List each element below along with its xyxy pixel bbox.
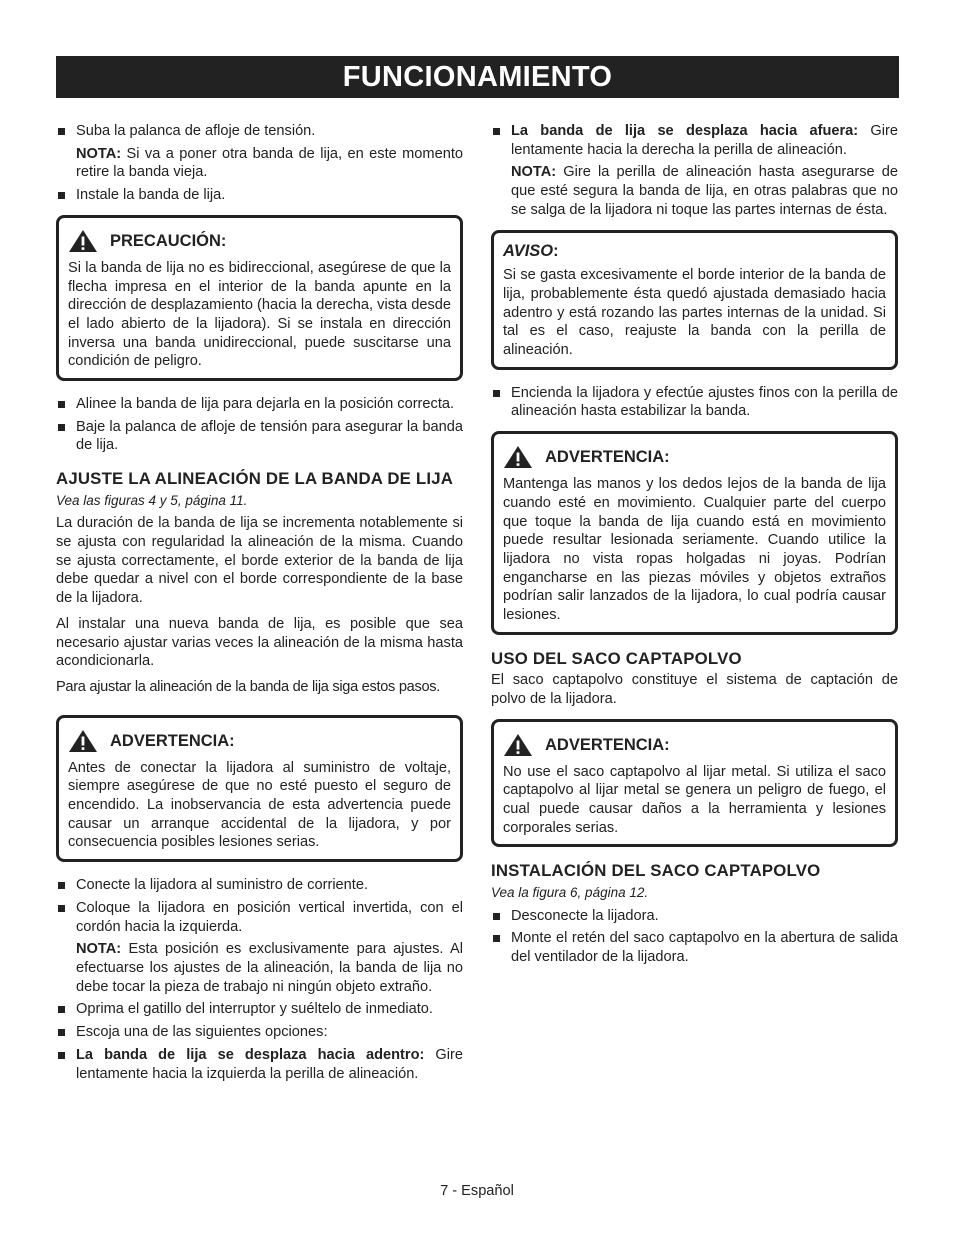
note (56, 145, 463, 182)
section-heading: AJUSTE LA ALINEACIÓN DE LA BANDA DE LIJA (56, 469, 454, 489)
note-label: NOTA: (76, 145, 122, 162)
caution-title: PRECAUCIÓN: (110, 231, 227, 250)
left-column (56, 120, 463, 1087)
paragraph: El saco captapolvo constituye el sistema de captación de polvo de la lijadora. (491, 672, 898, 707)
section-heading: INSTALACIÓN DEL SACO CAPTAPOLVO (491, 861, 821, 881)
list-item (56, 1046, 463, 1083)
warning-heading (503, 733, 886, 757)
warning-triangle-icon (68, 729, 98, 753)
page-number: 7 - Español (440, 1183, 514, 1199)
list-item: Desconecte la lijadora. (491, 907, 898, 926)
note-label: NOTA: (511, 164, 557, 181)
warning-box (491, 431, 898, 635)
warning-heading (503, 445, 886, 469)
list-item: Monte el retén del saco captapolvo en la abertura de salida del ventilador de la lijadora. (491, 929, 898, 966)
paragraph: Para ajustar la alineación de la banda de lija siga estos pasos. (56, 678, 441, 695)
notice-colon: : (553, 241, 559, 260)
warning-box (56, 715, 463, 863)
list-item: Baje la palanca de afloje de tensión para asegurar la banda de lija. (56, 418, 463, 455)
list-item: Escoja una de las siguientes opciones: (56, 1023, 463, 1042)
caution-heading (68, 229, 451, 253)
note (491, 163, 898, 219)
list-item (491, 122, 898, 159)
paragraph: Al instalar una nueva banda de lija, es posible que sea necesario ajustar varias veces la alineación de la misma hasta acondicionarla. (56, 615, 463, 670)
list-item: Oprima el gatillo del interruptor y suéltelo de inmediato. (56, 1000, 463, 1019)
figure-reference: Vea la figura 6, página 12. (491, 884, 649, 900)
list-item: Conecte la lijadora al suministro de corriente. (56, 876, 463, 895)
warning-title: ADVERTENCIA: (110, 731, 235, 750)
figure-reference: Vea las figuras 4 y 5, página 11. (56, 492, 248, 508)
note-label: NOTA: (76, 941, 122, 958)
option-text: Gire lentamente hacia la izquierda la perilla de alineación. (76, 1046, 463, 1082)
list-item: Instale la banda de lija. (56, 186, 463, 205)
option-label: La banda de lija se desplaza hacia afuera: (511, 123, 859, 139)
note-text: Esta posición es exclusivamente para ajustes. Al efectuarse los ajustes de la alineación, la banda de lija no debe tocar la pieza de trabajo ni ningún objeto extraño. (76, 941, 463, 995)
warning-box (491, 719, 898, 848)
paragraph: La duración de la banda de lija se incrementa notablemente si se ajusta con regularidad la alineación de la misma. Cuando se ajusta correctamente, el borde exterior de la banda de lija debe quedar a nivel con el borde correspondiente de la base de la lijadora. (56, 515, 463, 607)
warning-text: Antes de conectar la lijadora al suministro de voltaje, siempre asegúrese de que no esté puesto el seguro de encendido. La inobservancia de esta advertencia puede causar un arranque accidental de la lijadora, y por consecuencia posibles lesiones serias. (68, 759, 451, 851)
right-column (491, 120, 898, 971)
warning-heading (68, 729, 451, 753)
notice-heading (503, 242, 886, 261)
note-text: Si va a poner otra banda de lija, en este momento retire la banda vieja. (76, 145, 463, 181)
option-label: La banda de lija se desplaza hacia adentro: (76, 1046, 425, 1063)
notice-box (491, 230, 898, 370)
warning-triangle-icon (503, 445, 533, 469)
page-title: FUNCIONAMIENTO (56, 56, 899, 98)
section-heading: USO DEL SACO CAPTAPOLVO (491, 648, 742, 668)
caution-box (56, 215, 463, 381)
list-item: Coloque la lijadora en posición vertical invertida, con el cordón hacia la izquierda. (56, 899, 463, 936)
note (56, 940, 463, 996)
warning-text: Mantenga las manos y los dedos lejos de la banda de lija cuando esté en movimiento. Cualquier parte del cuerpo que toque la banda de lija cuando está en movimiento puede resultar lesionada seriamente. Cuando utilice la lijadora no vista ropas holgadas ni joyas. Podrían engancharse en las piezas móviles y objetos extraños podrían salir lanzados de la lijadora, lo cual podría causar lesiones. (503, 476, 886, 624)
note-text: Gire la perilla de alineación hasta asegurarse de que esté segura la banda de lija, en otras palabras que no se salga de la lijadora ni toque las partes internas de ésta. (511, 164, 898, 218)
warning-title: ADVERTENCIA: (545, 735, 670, 754)
caution-text: Si la banda de lija no es bidireccional, asegúrese de que la flecha impresa en el interior de la banda apunte en la dirección de desplazamiento (hacia la derecha, vista desde el lado abierto de la lijadora). Si se instala en dirección inversa una banda unidireccional, puede suscitarse una condición de peligro. (68, 259, 451, 370)
list-item: Suba la palanca de afloje de tensión. (56, 122, 463, 141)
list-item: Alinee la banda de lija para dejarla en la posición correcta. (56, 395, 463, 414)
warning-triangle-icon (503, 733, 533, 757)
list-item: Encienda la lijadora y efectúe ajustes finos con la perilla de alineación hasta estabilizar la banda. (491, 384, 898, 421)
notice-text: Si se gasta excesivamente el borde interior de la banda de lija, probablemente ésta quedó ajustada demasiado hacia adentro y está rozando las partes internas de la unidad. Si tal es el caso, reajuste la banda con la perilla de alineación. (503, 267, 886, 359)
warning-triangle-icon (68, 229, 98, 253)
warning-text: No use el saco captapolvo al lijar metal. Si utiliza el saco captapolvo al lijar metal se genera un peligro de fuego, el cual puede causar daños a la herramienta y lesiones corporales serias. (503, 763, 886, 836)
warning-title: ADVERTENCIA: (545, 448, 670, 467)
notice-title: AVISO (503, 241, 554, 260)
option-text: Gire lentamente hacia la derecha la perilla de alineación. (511, 123, 899, 158)
